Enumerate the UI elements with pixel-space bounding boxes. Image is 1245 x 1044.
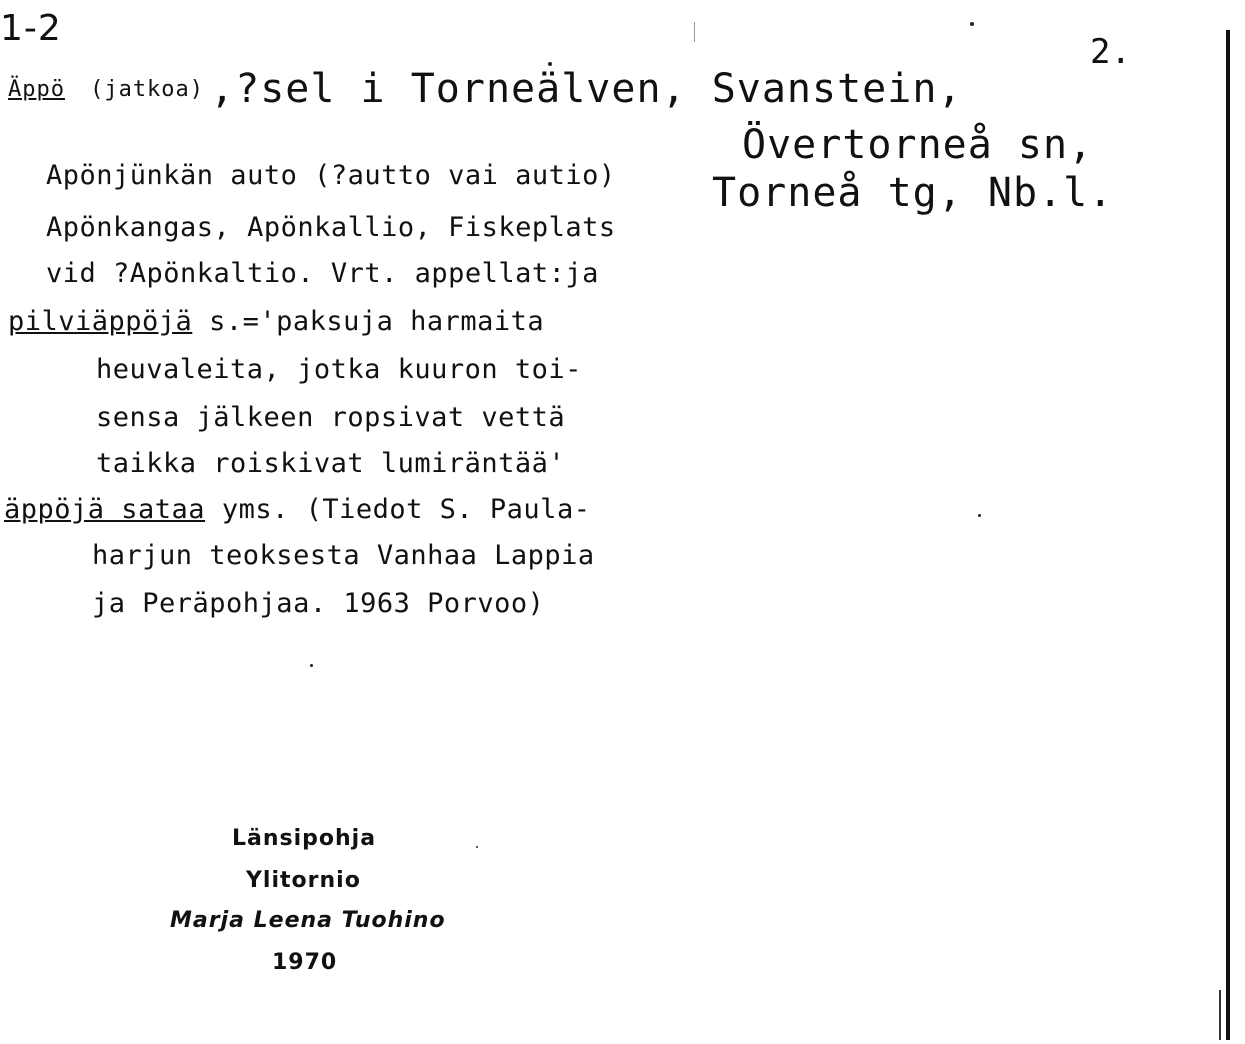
card-number-right: 2.: [1090, 32, 1131, 72]
headword: Äppö: [8, 77, 65, 102]
stamp-region: Länsipohja: [232, 826, 377, 851]
place-line-3: Torneå tg, Nb.l.: [712, 170, 1114, 216]
scan-speck: [694, 22, 695, 42]
body-line-9: harjun teoksesta Vanhaa Lappia: [92, 540, 595, 571]
scan-speck: [548, 62, 552, 66]
body-line-7: taikka roiskivat lumiräntää': [96, 448, 566, 479]
card-number-left: 1-2: [0, 8, 62, 49]
body-line-4: [8, 306, 544, 337]
body-line-10: ja Peräpohjaa. 1963 Porvoo): [92, 588, 545, 619]
body-line-1: Apönjünkän auto (?autto vai autio): [46, 160, 616, 191]
body-line-8-rest: yms. (Tiedot S. Paula-: [205, 494, 591, 525]
term-appoja-sataa: äppöjä sataa: [4, 494, 206, 525]
card-edge-mark: [1219, 990, 1221, 1040]
stamp-parish: Ylitornio: [246, 868, 361, 893]
scan-speck: [970, 22, 974, 26]
scan-speck: [476, 846, 478, 848]
scan-speck: [310, 664, 313, 667]
stamp-year: 1970: [272, 950, 338, 975]
card-edge-line: [1226, 30, 1230, 1040]
body-line-4-rest: s.='paksuja harmaita: [192, 306, 545, 337]
body-line-6: sensa jälkeen ropsivat vettä: [96, 402, 566, 433]
card-heading: [8, 66, 963, 112]
scan-speck: [978, 514, 981, 517]
term-pilviappoja: pilviäppöjä: [8, 306, 193, 337]
continued-note: (jatkoa): [90, 77, 205, 102]
body-line-8: [4, 494, 590, 525]
place-line-2: Övertorneå sn,: [742, 122, 1094, 168]
place-description: ,?sel i Torneälven, Svanstein,: [210, 66, 963, 112]
body-line-2: Apönkangas, Apönkallio, Fiskeplats: [46, 212, 616, 243]
stamp-collector: Marja Leena Tuohino: [170, 908, 446, 933]
body-line-3: vid ?Apönkaltio. Vrt. appellat:ja: [46, 258, 599, 289]
body-line-5: heuvaleita, jotka kuuron toi-: [96, 354, 582, 385]
